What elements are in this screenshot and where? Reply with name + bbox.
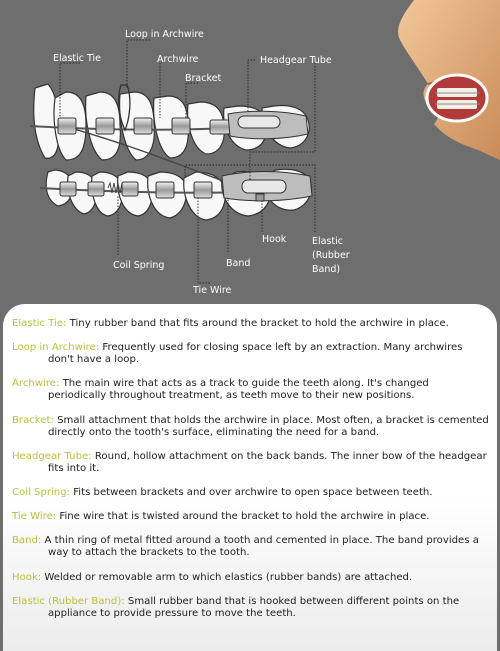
label-bracket: Bracket <box>185 73 222 84</box>
definition-text: Welded or removable arm to which elastics (rubber bands) are attached. <box>44 571 413 583</box>
term-headgear-tube: Headgear Tube: <box>12 450 92 462</box>
term-loop-in-archwire: Loop in Archwire: <box>12 342 100 354</box>
face-profile-image <box>398 0 500 160</box>
term-archwire: Archwire: <box>12 378 60 390</box>
bands <box>222 111 312 201</box>
definition-text: The main wire that acts as a track to guide the teeth along. It's changed periodically throughout treatment, as teeth move to their new positions. <box>48 378 429 402</box>
term-bracket: Bracket: <box>12 414 54 426</box>
label-tie-wire: Tie Wire <box>193 285 232 296</box>
label-elastic-line2: (Rubber <box>312 250 350 261</box>
definition-text: Round, hollow attachment on the back bands. The inner bow of the headgear fits into it. <box>48 450 487 474</box>
term-tie-wire: Tie Wire: <box>12 511 57 523</box>
definition-text: Frequently used for closing space left by an extraction. Many archwires don't have a loop. <box>48 342 463 366</box>
definition-tie-wire <box>12 511 489 523</box>
label-headgear-tube: Headgear Tube <box>260 55 332 66</box>
definition-headgear-tube <box>12 451 489 475</box>
definition-text: Small rubber band that is hooked between different points on the appliance to provide pressure to move the teeth. <box>48 595 460 619</box>
label-loop-in-archwire: Loop in Archwire <box>125 29 204 40</box>
definition-archwire <box>12 378 489 402</box>
definition-elastic-rubber-band <box>12 596 489 620</box>
term-elastic-tie: Elastic Tie: <box>12 318 67 329</box>
label-coil-spring: Coil Spring <box>113 260 165 271</box>
label-elastic-tie: Elastic Tie <box>53 53 102 64</box>
definitions-panel <box>3 304 497 651</box>
definition-text: A thin ring of metal fitted around a tooth and cemented in place. The band provides a way to attach the brackets to the tooth. <box>44 535 479 559</box>
term-coil-spring: Coil Spring: <box>12 486 71 498</box>
term-hook: Hook: <box>12 571 42 583</box>
definition-text: Fine wire that is twisted around the bracket to hold the archwire in place. <box>59 511 430 523</box>
definition-bracket <box>12 415 489 439</box>
definition-text: Fits between brackets and over archwire to open space between teeth. <box>73 486 433 498</box>
braces-diagram <box>0 0 500 305</box>
definition-elastic-tie <box>12 318 489 330</box>
term-band: Band: <box>12 535 42 547</box>
label-elastic-line3: Band) <box>312 264 341 275</box>
label-elastic-line1: Elastic <box>312 236 344 247</box>
definition-loop-in-archwire <box>12 342 489 366</box>
definition-text: Small attachment that holds the archwire in place. Most often, a bracket is cemented directly onto the tooth's surface, eliminating the need for a band. <box>48 414 489 438</box>
definition-band <box>12 535 489 559</box>
definition-text: Tiny rubber band that fits around the bracket to hold the archwire in place. <box>69 318 449 329</box>
label-band: Band <box>226 258 251 269</box>
term-elastic-rubber-band: Elastic (Rubber Band): <box>12 595 125 607</box>
definition-hook <box>12 572 489 584</box>
label-hook: Hook <box>262 234 287 245</box>
definition-coil-spring <box>12 487 489 499</box>
label-archwire: Archwire <box>157 54 199 65</box>
